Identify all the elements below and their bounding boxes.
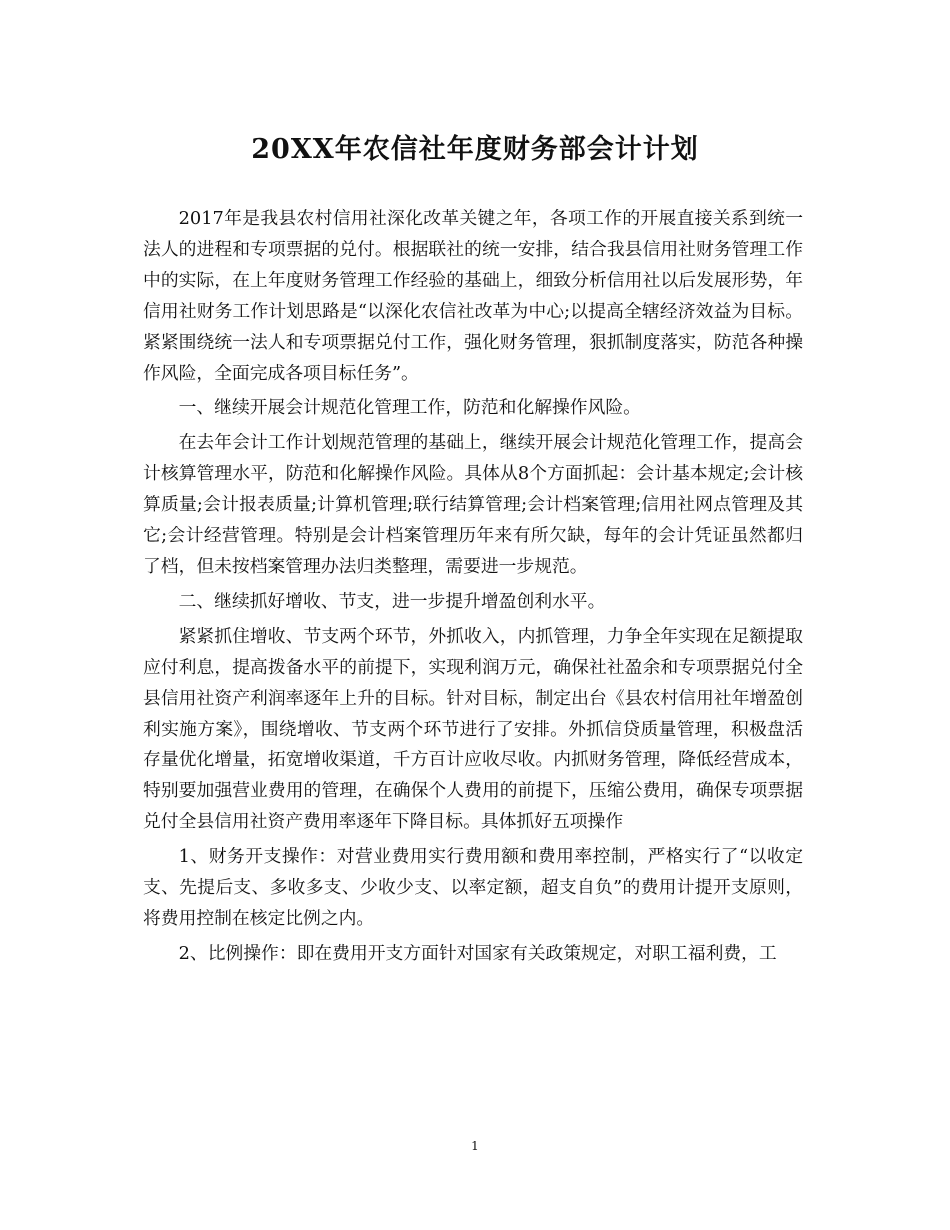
section-heading-1: 一、继续开展会计规范化管理工作，防范和化解操作风险。	[178, 397, 641, 419]
list-item-1: 1、财务开支操作：对营业费用实行费用额和费用率控制，严格实行了“以收定支、先提后支、多收多支、少收少支、以率定额，超支自负”的费用计提开支原则，将费用控制在核定比例之内。	[143, 846, 803, 929]
document-title: 20XX年农信社年度财务部会计计划	[251, 134, 699, 165]
list-item-2: 2、比例操作：即在费用开支方面针对国家有关政策规定，对职工福利费，工	[178, 942, 777, 964]
document-body	[143, 204, 803, 974]
section-heading-2: 二、继续抓好增收、节支，进一步提升增盈创利水平。	[178, 590, 606, 612]
paragraph-section-2: 紧紧抓住增收、节支两个环节，外抓收入，内抓管理，力争全年实现在足额提取应付利息，提高拨备水平的前提下，实现利润万元，确保社社盈余和专项票据兑付全县信用社资产利润率逐年上升的目标。针对目标，制定出台《县农村信用社年增盈创利实施方案》，围绕增收、节支两个环节进行了安排。外抓信贷质量管理，积极盘活存量优化增量，拓宽增收渠道，千方百计应收尽收。内抓财务管理，降低经营成本，特别要加强营业费用的管理，在确保个人费用的前提下，压缩公费用，确保专项票据兑付全县信用社资产费用率逐年下降目标。具体抓好五项操作	[143, 625, 803, 833]
paragraph-intro: 2017年是我县农村信用社深化改革关键之年，各项工作的开展直接关系到统一法人的进程和专项票据的兑付。根据联社的统一安排，结合我县信用社财务管理工作中的实际，在上年度财务管理工作经验的基础上，细致分析信用社以后发展形势，年信用社财务工作计划思路是“以深化农信社改革为中心;以提高全辖经济效益为目标。紧紧围绕统一法人和专项票据兑付工作，强化财务管理，狠抓制度落实，防范各种操作风险，全面完成各项目标任务”。	[143, 208, 803, 384]
page-number: 1	[471, 1139, 479, 1153]
paragraph-section-1: 在去年会计工作计划规范管理的基础上，继续开展会计规范化管理工作，提高会计核算管理水平，防范和化解操作风险。具体从8个方面抓起：会计基本规定;会计核算质量;会计报表质量;计算机管理;联行结算管理;会计档案管理;信用社网点管理及其它;会计经营管理。特别是会计档案管理历年来有所欠缺，每年的会计凭证虽然都归了档，但未按档案管理办法归类整理，需要进一步规范。	[143, 432, 803, 577]
